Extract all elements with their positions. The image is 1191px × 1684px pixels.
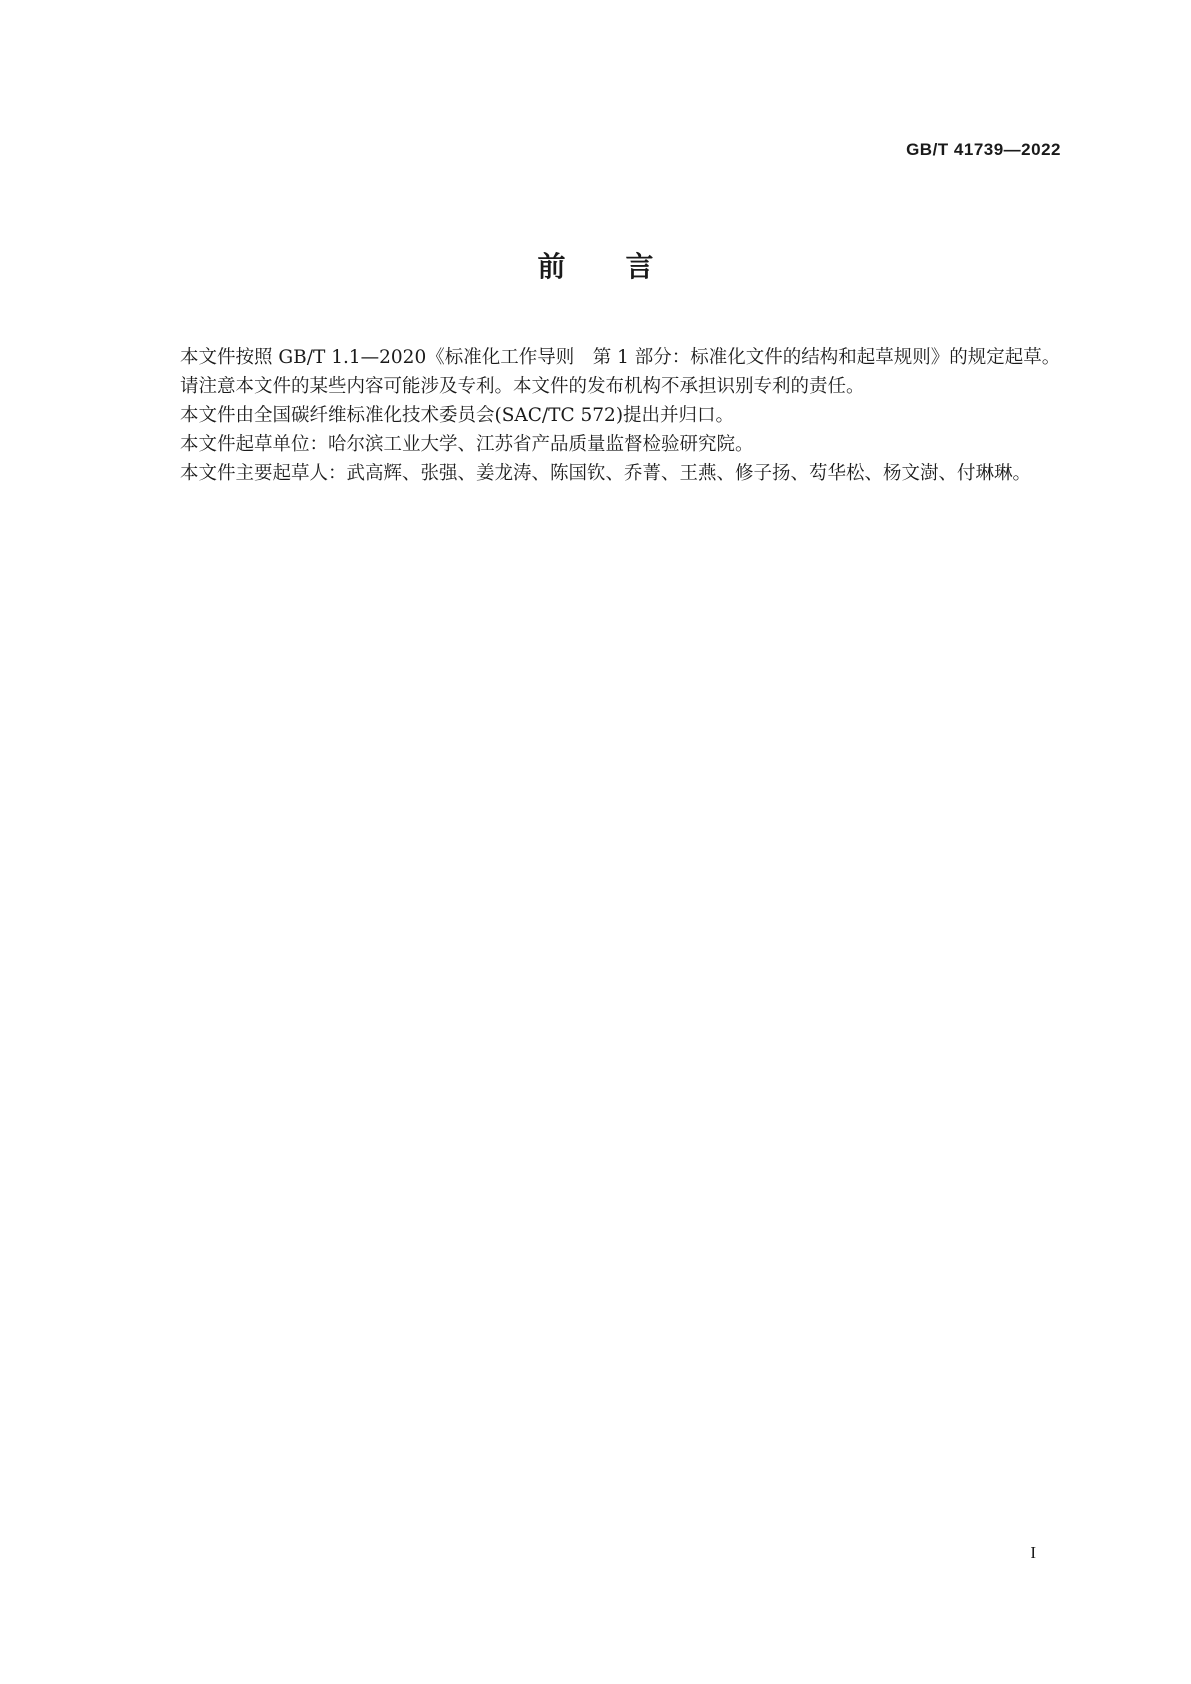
paragraph-drafting-units: 本文件起草单位：哈尔滨工业大学、江苏省产品质量监督检验研究院。 (180, 434, 754, 455)
page-title: 前言 (537, 250, 714, 283)
foreword-body (143, 343, 1063, 488)
paragraph-drafting-rules: 本文件按照 GB/T 1.1—2020《标准化工作导则 第 1 部分：标准化文件的结构和起草规则》的规定起草。 (180, 347, 1061, 368)
standard-number: GB/T 41739—2022 (906, 140, 1061, 159)
page-number: I (1030, 1543, 1036, 1562)
paragraph-drafters: 本文件主要起草人：武高辉、张强、姜龙涛、陈国钦、乔菁、王燕、修子扬、芶华松、杨文澍、付琳琳。 (180, 463, 1032, 484)
paragraph-proposed-by: 本文件由全国碳纤维标准化技术委员会(SAC/TC 572)提出并归口。 (180, 405, 735, 426)
paragraph-patent-notice: 请注意本文件的某些内容可能涉及专利。本文件的发布机构不承担识别专利的责任。 (180, 376, 865, 397)
